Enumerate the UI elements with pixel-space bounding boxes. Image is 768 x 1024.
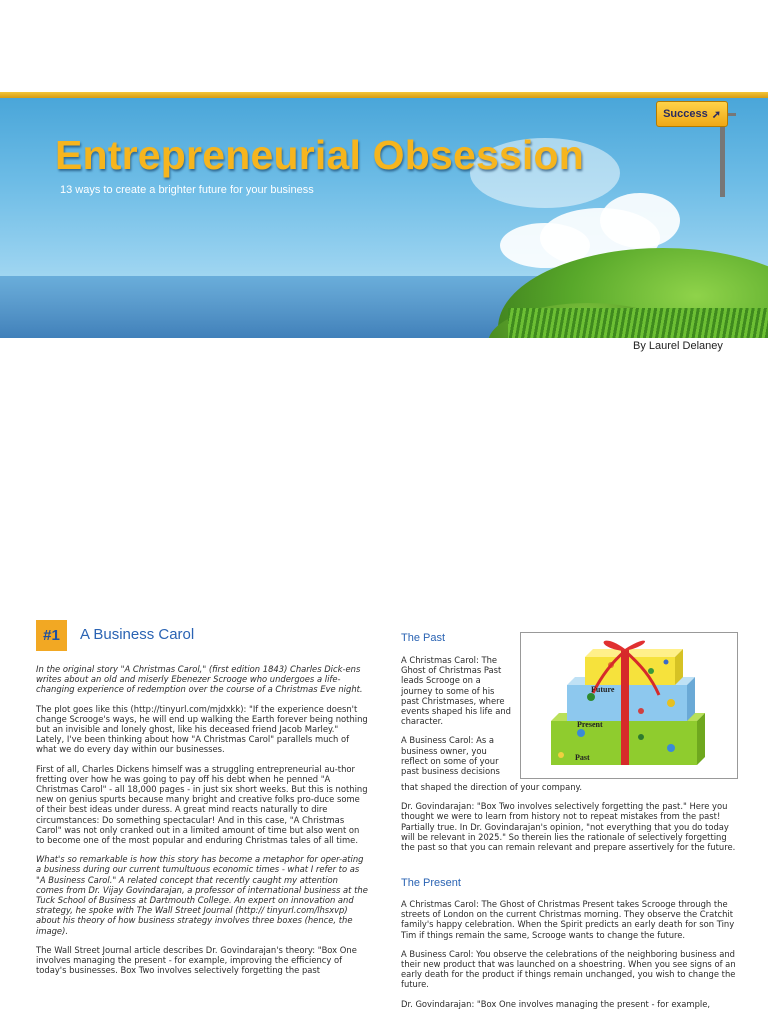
heading-the-past: The Past: [401, 632, 446, 644]
paragraph: A Business Carol: You observe the celebrations of the neighboring business and their new product that was launched on a shoestring. When you see signs of an early death for the product if things remain unchanged, you wish to change the future.: [401, 948, 736, 990]
section-number-badge: #1: [36, 620, 67, 651]
paragraph: Dr. Govindarajan: "Box Two involves selectively forgetting the past." Here you thought we were to learn from history not to repeat mistakes from the past! Partially true. In Dr. Govindarajan's opinion, "not everything that you do today will be relevant in 2025." So therein lies the rationale of selectively forgetting the past so that you can remain relevant and prepare assertively for the future.: [401, 801, 736, 853]
paragraph: A Christmas Carol: The Ghost of Christmas Present takes Scrooge through the streets of London on the current Christmas morning. They observe the Cratchit family's happy celebration. When the Spirit predicts an early death for son Tiny Tim if things remain the same, Scrooge wants to change the future.: [401, 899, 735, 940]
box-label-past: Past: [575, 753, 590, 762]
byline: By Laurel Delaney: [633, 340, 723, 352]
paragraph: Dr. Govindarajan: "Box One involves managing the present - for example,: [401, 998, 711, 1009]
heading-the-present: The Present: [401, 877, 461, 889]
paragraph: that shaped the direction of your company.: [401, 782, 582, 792]
past-text-wide: [401, 782, 737, 861]
box-label-present: Present: [577, 720, 603, 729]
banner-subtitle: 13 ways to create a brighter future for your business: [60, 184, 314, 196]
paragraph: A Christmas Carol: The Ghost of Christmas Past leads Scrooge on a journey to some of his past Christmases, where events shaped his life and character.: [401, 655, 511, 727]
section-title: A Business Carol: [80, 626, 195, 643]
success-sign-label: Success: [663, 108, 708, 120]
paragraph: In the original story "A Christmas Carol," (first edition 1843) Charles Dick-ens writes about an old and miserly Ebenezer Scrooge who undergoes a life-changing experience of redemption over the course of a Christmas Eve night.: [36, 664, 363, 695]
paragraph: What's so remarkable is how this story has become a metaphor for oper-ating a business during our current tumultuous economic times - what I refer to as "A Business Carol." A related concept that recently caught my attention comes from Dr. Vijay Govindarajan, a professor of international business at the Tuck School of Business at Dartmouth College. An expert on innovation and strategy, he spoke with The Wall Street Journal (http:// tinyurl.com/lhsxvp) about his theory of how business strategy involves three boxes (hence, the image).: [36, 854, 368, 936]
paragraph: The Wall Street Journal article describes Dr. Govindarajan's theory: "Box One involves managing the present - for example, improving the efficiency of today's businesses. Box Two involves selectively forgetting the past: [36, 944, 357, 976]
paragraph: A Business Carol: As a business owner, you reflect on some of your past business decisions: [401, 735, 500, 777]
present-text: [401, 899, 737, 1018]
paragraph: The plot goes like this (http://tinyurl.com/mjdxkk): "If the experience doesn't change Scrooge's ways, he will end up walking the Earth forever being nothing but an invisible and lonely ghost, like his deceased friend Jacob Marley." Lately, I've been thinking about how "A Christmas Carol" parallels much of what we do every day within our businesses.: [36, 703, 368, 755]
paragraph: First of all, Charles Dickens himself was a struggling entrepreneurial au-thor fretting over how he was going to pay off his debt when he penned "A Christmas Carol" - all 18,000 pages - in just six short weeks. But this is nothing new on genius spurts because many bright and creative folks pro-duce some of their best ideas under duress. A great mind reacts naturally to dire circumstances: Do something spectacular! And in this case, "A Christmas Carol" was not only cranked out in a limited amount of time but also went on to become one of the most popular and enduring Christmas tales of all time.: [36, 763, 368, 846]
past-text-narrow: [401, 655, 513, 776]
success-sign: [656, 101, 728, 127]
sign-post: [720, 127, 725, 197]
banner-title: Entrepreneurial Obsession: [55, 132, 585, 178]
box-label-future: Future: [591, 685, 615, 694]
gift-boxes-illustration: [521, 633, 737, 778]
arrow-up-right-icon: ➚: [711, 108, 721, 121]
left-column: [36, 664, 368, 984]
three-boxes-image: [520, 632, 738, 779]
